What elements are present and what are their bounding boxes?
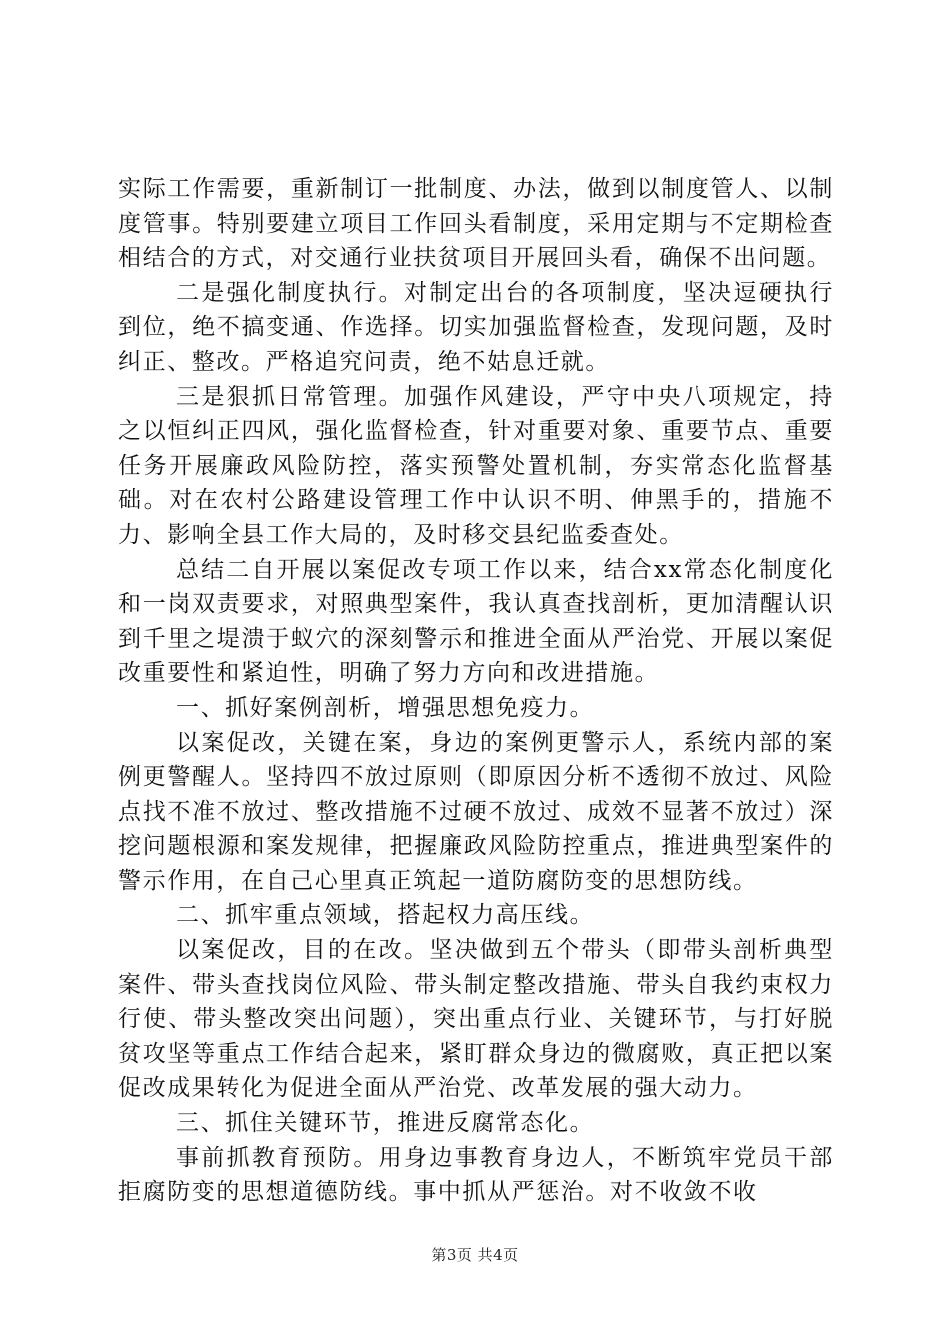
page-footer <box>0 1244 950 1265</box>
paragraph: 三是狠抓日常管理。加强作风建设，严守中央八项规定，持之以恒纠正四风，强化监督检查，针对重要对象、重要节点、重要任务开展廉政风险防控，落实预警处置机制，夯实常态化监督基础。对在农村公路建设管理工作中认识不明、伸黑手的，措施不力、影响全县工作大局的，及时移交县纪监委查处。 <box>118 383 834 548</box>
document-body <box>118 172 834 1210</box>
paragraph: 实际工作需要，重新制订一批制度、办法，做到以制度管人、以制度管事。特别要建立项目工作回头看制度，采用定期与不定期检查相结合的方式，对交通行业扶贫项目开展回头看，确保不出问题。 <box>118 176 834 272</box>
section-heading: 二、抓牢重点领域，搭起权力高压线。 <box>176 902 595 929</box>
section-heading: 三、抓住关键环节，推进反腐常态化。 <box>176 1110 595 1137</box>
paragraph: 二是强化制度执行。对制定出台的各项制度，坚决逗硬执行到位，绝不搞变通、作选择。切实加强监督检查，发现问题，及时纠正、整改。严格追究问责，绝不姑息迁就。 <box>118 279 834 375</box>
paragraph: 事前抓教育预防。用身边事教育身边人，不断筑牢党员干部拒腐防变的思想道德防线。事中抓从严惩治。对不收敛不收 <box>118 1144 834 1206</box>
paragraph: 以案促改，关键在案，身边的案例更警示人，系统内部的案例更警醒人。坚持四不放过原则（即原因分析不透彻不放过、风险点找不准不放过、整改措施不过硬不放过、成效不显著不放过）深挖问题根源和案发规律，把握廉政风险防控重点，推进典型案件的警示作用，在自己心里真正筑起一道防腐防变的思想防线。 <box>118 729 834 894</box>
page-number-label: 第3页 共4页 <box>431 1246 519 1264</box>
paragraph: 以案促改，目的在改。坚决做到五个带头（即带头剖析典型案件、带头查找岗位风险、带头制定整改措施、带头自我约束权力行使、带头整改突出问题），突出重点行业、关键环节，与打好脱贫攻坚等重点工作结合起来，紧盯群众身边的微腐败，真正把以案促改成果转化为促进全面从严治党、改革发展的强大动力。 <box>118 937 834 1102</box>
section-heading: 一、抓好案例剖析，增强思想免疫力。 <box>176 694 595 721</box>
paragraph: 总结二自开展以案促改专项工作以来，结合xx常态化制度化和一岗双责要求，对照典型案件，我认真查找剖析，更加清醒认识到千里之堤溃于蚁穴的深刻警示和推进全面从严治党、开展以案促改重要性和紧迫性，明确了努力方向和改进措施。 <box>118 556 834 687</box>
